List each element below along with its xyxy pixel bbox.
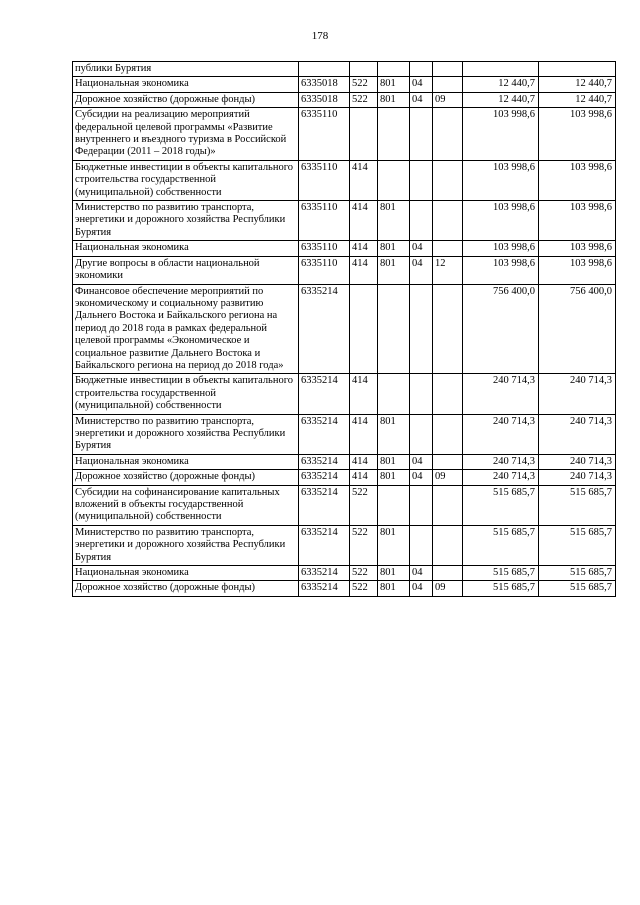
cell-administrator [378, 284, 410, 374]
cell-expense-type: 522 [350, 485, 378, 525]
cell-subsection: 12 [433, 256, 463, 284]
budget-table [72, 61, 616, 597]
cell-amount-2: 103 998,6 [539, 201, 616, 241]
cell-name: Национальная экономика [73, 566, 299, 581]
cell-administrator: 801 [378, 470, 410, 485]
cell-target-article: 6335018 [299, 77, 350, 92]
table-row [73, 414, 616, 454]
cell-target-article: 6335018 [299, 92, 350, 107]
cell-amount-1: 515 685,7 [463, 581, 539, 596]
cell-expense-type [350, 62, 378, 77]
cell-amount-1: 240 714,3 [463, 414, 539, 454]
cell-amount-1: 12 440,7 [463, 92, 539, 107]
cell-section [410, 284, 433, 374]
cell-section: 04 [410, 566, 433, 581]
budget-table-body [73, 62, 616, 597]
table-row [73, 92, 616, 107]
table-row [73, 241, 616, 256]
cell-amount-2: 240 714,3 [539, 374, 616, 414]
cell-administrator: 801 [378, 581, 410, 596]
cell-amount-2: 103 998,6 [539, 108, 616, 161]
cell-subsection [433, 454, 463, 469]
cell-target-article [299, 62, 350, 77]
cell-administrator [378, 62, 410, 77]
cell-amount-2: 12 440,7 [539, 92, 616, 107]
table-row [73, 485, 616, 525]
cell-administrator: 801 [378, 454, 410, 469]
cell-name: Министерство по развитию транспорта, энергетики и дорожного хозяйства Республики Бурятия [73, 201, 299, 241]
cell-expense-type [350, 284, 378, 374]
cell-section [410, 62, 433, 77]
cell-administrator: 801 [378, 201, 410, 241]
cell-amount-1: 103 998,6 [463, 160, 539, 200]
table-row [73, 470, 616, 485]
cell-name: Национальная экономика [73, 77, 299, 92]
table-row [73, 108, 616, 161]
cell-name: Другие вопросы в области национальной экономики [73, 256, 299, 284]
page-number: 178 [311, 30, 329, 42]
cell-section [410, 525, 433, 565]
cell-amount-2: 240 714,3 [539, 470, 616, 485]
cell-amount-1: 240 714,3 [463, 374, 539, 414]
cell-section [410, 414, 433, 454]
cell-administrator: 801 [378, 525, 410, 565]
cell-target-article: 6335214 [299, 566, 350, 581]
cell-subsection [433, 160, 463, 200]
cell-amount-2 [539, 62, 616, 77]
table-row [73, 525, 616, 565]
cell-amount-2: 103 998,6 [539, 256, 616, 284]
cell-section: 04 [410, 454, 433, 469]
cell-section: 04 [410, 256, 433, 284]
cell-section: 04 [410, 581, 433, 596]
cell-name: Дорожное хозяйство (дорожные фонды) [73, 581, 299, 596]
cell-target-article: 6335214 [299, 470, 350, 485]
table-row [73, 566, 616, 581]
cell-name: Национальная экономика [73, 454, 299, 469]
cell-amount-1: 240 714,3 [463, 454, 539, 469]
cell-amount-1: 515 685,7 [463, 525, 539, 565]
cell-name: Национальная экономика [73, 241, 299, 256]
cell-section [410, 108, 433, 161]
cell-subsection [433, 77, 463, 92]
cell-amount-2: 240 714,3 [539, 414, 616, 454]
cell-expense-type: 414 [350, 374, 378, 414]
cell-expense-type: 522 [350, 92, 378, 107]
cell-target-article: 6335214 [299, 581, 350, 596]
cell-target-article: 6335110 [299, 160, 350, 200]
table-row [73, 284, 616, 374]
cell-expense-type: 414 [350, 201, 378, 241]
table-row [73, 374, 616, 414]
cell-subsection [433, 525, 463, 565]
cell-target-article: 6335110 [299, 108, 350, 161]
cell-name: Бюджетные инвестиции в объекты капитального строительства государственной (муниципальной) собственности [73, 374, 299, 414]
cell-subsection: 09 [433, 581, 463, 596]
cell-subsection [433, 241, 463, 256]
cell-target-article: 6335214 [299, 485, 350, 525]
cell-section [410, 201, 433, 241]
cell-name: Субсидии на софинансирование капитальных вложений в объекты государственной (муниципальной) собственности [73, 485, 299, 525]
table-row [73, 454, 616, 469]
cell-subsection [433, 414, 463, 454]
cell-amount-2: 756 400,0 [539, 284, 616, 374]
cell-amount-2: 515 685,7 [539, 566, 616, 581]
cell-name: Субсидии на реализацию мероприятий федеральной целевой программы «Развитие внутреннего и въездного туризма в Российской Федерации (2011 – 2018 годы)» [73, 108, 299, 161]
cell-expense-type: 522 [350, 77, 378, 92]
cell-administrator: 801 [378, 77, 410, 92]
cell-administrator: 801 [378, 92, 410, 107]
cell-amount-2: 240 714,3 [539, 454, 616, 469]
cell-expense-type: 522 [350, 581, 378, 596]
cell-subsection [433, 108, 463, 161]
cell-administrator: 801 [378, 256, 410, 284]
cell-expense-type: 414 [350, 241, 378, 256]
cell-expense-type: 522 [350, 566, 378, 581]
cell-name: Министерство по развитию транспорта, энергетики и дорожного хозяйства Республики Бурятия [73, 414, 299, 454]
cell-amount-2: 12 440,7 [539, 77, 616, 92]
cell-name: Финансовое обеспечение мероприятий по экономическому и социальному развитию Дальнего Востока и Байкальского региона на период до 2018 года в рамках федеральной целевой программы «Экономическое и социальное развитие Дальнего Востока и Байкальского региона на период до 2018 года» [73, 284, 299, 374]
cell-subsection [433, 485, 463, 525]
cell-amount-1: 756 400,0 [463, 284, 539, 374]
cell-section [410, 160, 433, 200]
cell-amount-1: 240 714,3 [463, 470, 539, 485]
cell-target-article: 6335214 [299, 454, 350, 469]
cell-amount-2: 515 685,7 [539, 525, 616, 565]
table-row [73, 201, 616, 241]
cell-amount-2: 103 998,6 [539, 160, 616, 200]
cell-administrator [378, 160, 410, 200]
cell-target-article: 6335110 [299, 241, 350, 256]
cell-amount-1: 103 998,6 [463, 201, 539, 241]
cell-target-article: 6335214 [299, 374, 350, 414]
cell-amount-2: 103 998,6 [539, 241, 616, 256]
cell-name: Бюджетные инвестиции в объекты капитального строительства государственной (муниципальной) собственности [73, 160, 299, 200]
cell-section: 04 [410, 241, 433, 256]
cell-subsection [433, 374, 463, 414]
cell-name: публики Бурятия [73, 62, 299, 77]
table-row [73, 160, 616, 200]
cell-name: Дорожное хозяйство (дорожные фонды) [73, 92, 299, 107]
cell-administrator [378, 108, 410, 161]
cell-section [410, 485, 433, 525]
cell-administrator: 801 [378, 241, 410, 256]
cell-subsection [433, 62, 463, 77]
table-row [73, 77, 616, 92]
cell-amount-1: 515 685,7 [463, 566, 539, 581]
cell-subsection: 09 [433, 92, 463, 107]
cell-section [410, 374, 433, 414]
table-row [73, 256, 616, 284]
cell-administrator [378, 374, 410, 414]
cell-target-article: 6335214 [299, 284, 350, 374]
cell-amount-1: 103 998,6 [463, 256, 539, 284]
cell-subsection: 09 [433, 470, 463, 485]
cell-expense-type: 414 [350, 470, 378, 485]
cell-amount-1: 103 998,6 [463, 108, 539, 161]
cell-target-article: 6335110 [299, 201, 350, 241]
cell-section: 04 [410, 77, 433, 92]
cell-subsection [433, 284, 463, 374]
cell-name: Министерство по развитию транспорта, энергетики и дорожного хозяйства Республики Бурятия [73, 525, 299, 565]
cell-expense-type: 414 [350, 414, 378, 454]
table-row [73, 581, 616, 596]
cell-amount-1: 103 998,6 [463, 241, 539, 256]
table-row [73, 62, 616, 77]
cell-target-article: 6335214 [299, 525, 350, 565]
cell-expense-type [350, 108, 378, 161]
cell-expense-type: 414 [350, 454, 378, 469]
cell-administrator [378, 485, 410, 525]
cell-amount-2: 515 685,7 [539, 581, 616, 596]
cell-section: 04 [410, 92, 433, 107]
cell-target-article: 6335214 [299, 414, 350, 454]
cell-administrator: 801 [378, 566, 410, 581]
cell-name: Дорожное хозяйство (дорожные фонды) [73, 470, 299, 485]
cell-amount-2: 515 685,7 [539, 485, 616, 525]
cell-expense-type: 414 [350, 256, 378, 284]
cell-expense-type: 522 [350, 525, 378, 565]
cell-expense-type: 414 [350, 160, 378, 200]
cell-section: 04 [410, 470, 433, 485]
cell-amount-1 [463, 62, 539, 77]
cell-amount-1: 515 685,7 [463, 485, 539, 525]
cell-amount-1: 12 440,7 [463, 77, 539, 92]
cell-subsection [433, 566, 463, 581]
cell-subsection [433, 201, 463, 241]
cell-administrator: 801 [378, 414, 410, 454]
cell-target-article: 6335110 [299, 256, 350, 284]
